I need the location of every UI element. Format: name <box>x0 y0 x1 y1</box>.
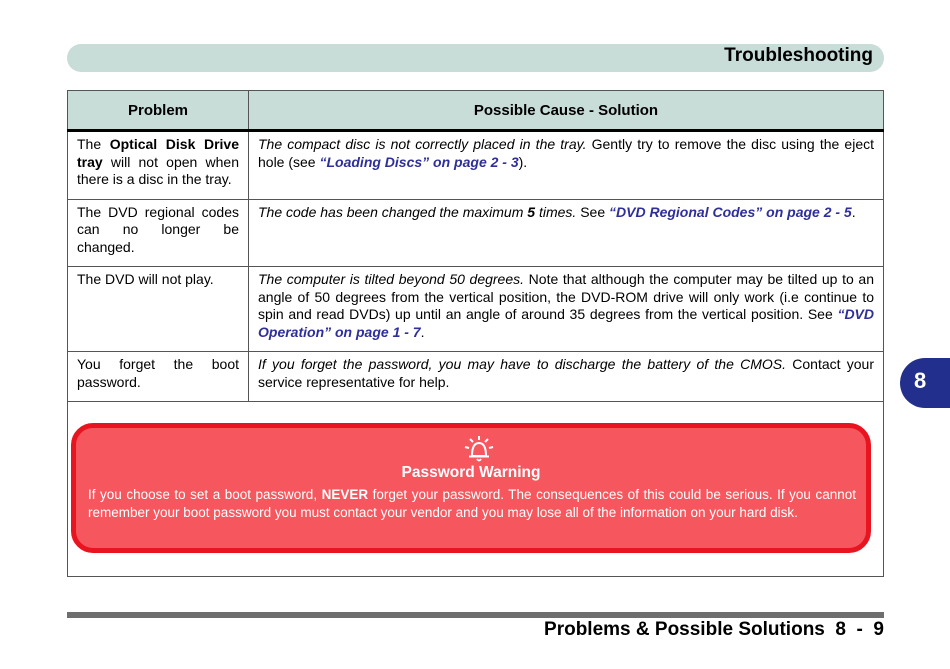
solution-cell <box>249 352 884 402</box>
problem-text: The <box>77 136 110 152</box>
problem-text-end: will not open when there is a disc in the tray. <box>77 153 239 187</box>
table-row-warning <box>68 402 884 577</box>
chapter-number: 8 <box>914 368 927 393</box>
page-footer: Problems & Possible Solutions 8 - 9 <box>544 619 884 640</box>
problem-text: You forget the boot password. <box>77 356 239 390</box>
solution-text: Contact your service representative for help. <box>258 356 875 390</box>
cause-text-end: times. <box>535 203 577 220</box>
troubleshooting-table <box>67 90 884 577</box>
solution-text-end: . <box>420 323 425 340</box>
problem-text: The DVD regional codes can no longer be changed. <box>77 203 239 255</box>
solution-text: Gently try to remove the disc using the eject hole (see <box>258 136 874 170</box>
page-header-title: Troubleshooting <box>724 45 873 66</box>
warning-cell <box>68 402 884 577</box>
solution-text: See <box>576 203 610 220</box>
solution-text-end: ). <box>518 153 528 170</box>
warning-emphasis: NEVER <box>321 487 369 502</box>
cause-bold-text: 5 <box>527 203 536 220</box>
solution-cell <box>249 131 884 200</box>
cross-reference-link[interactable]: “Loading Discs” on page 2 - 3 <box>319 153 519 170</box>
column-header-solution: Possible Cause - Solution <box>249 91 884 131</box>
password-warning-box <box>71 423 871 553</box>
warning-body <box>88 486 856 522</box>
footer-rule <box>67 612 884 618</box>
cause-text: The computer is tilted beyond 50 degrees. <box>258 271 525 287</box>
solution-cell <box>249 267 884 352</box>
alarm-bell-icon <box>460 434 498 464</box>
problem-cell <box>68 352 249 402</box>
cause-text: The compact disc is not correctly placed in the tray. <box>258 136 587 152</box>
warning-text: If you choose to set a boot password, <box>88 487 322 502</box>
problem-cell <box>68 199 249 267</box>
solution-cell <box>249 199 884 267</box>
cause-text: The code has been changed the maximum <box>258 203 528 220</box>
table-header-row <box>68 91 884 131</box>
solution-text: Note that although the computer may be tilted up to an angle of 50 degrees from the vertical position, the DVD-ROM drive will only work (i.e continue to spin and read DVDs) up until an angle of around 35 degrees from the vertical position. See <box>258 271 874 322</box>
table-row <box>68 199 884 267</box>
warning-text-end: forget your password. The consequences of this could be serious. If you cannot remember your boot password you must contact your vendor and you may lose all of the information on your hard disk. <box>88 487 857 520</box>
problem-cell <box>68 267 249 352</box>
problem-bold-text: Optical Disk Drive tray <box>77 136 239 170</box>
solution-text-end: . <box>851 203 856 220</box>
cause-text: If you forget the password, you may have to discharge the battery of the CMOS. <box>258 356 787 372</box>
problem-text: The DVD will not play. <box>77 271 214 287</box>
column-header-problem: Problem <box>68 91 249 131</box>
problem-cell <box>68 131 249 200</box>
chapter-tab <box>900 358 950 408</box>
table-row <box>68 267 884 352</box>
warning-title: Password Warning <box>401 464 541 481</box>
cross-reference-link[interactable]: “DVD Regional Codes” on page 2 - 5 <box>609 203 852 220</box>
table-row <box>68 352 884 402</box>
table-row <box>68 131 884 200</box>
cross-reference-link[interactable]: “DVD Operation” on page 1 - 7 <box>258 306 874 340</box>
